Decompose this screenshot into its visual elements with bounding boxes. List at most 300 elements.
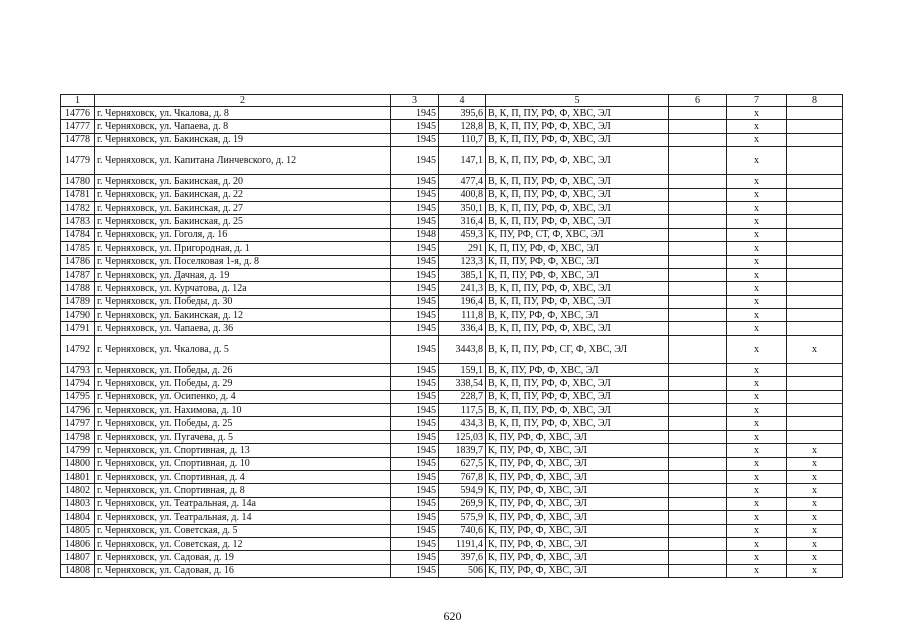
column-6-cell — [669, 551, 727, 564]
column-8-mark: x — [787, 444, 843, 457]
column-8-mark — [787, 322, 843, 335]
record-number: 14791 — [61, 322, 95, 335]
record-number: 14778 — [61, 133, 95, 146]
column-6-cell — [669, 444, 727, 457]
table-row — [61, 497, 843, 510]
area-cell: 316,4 — [439, 215, 486, 228]
record-number: 14787 — [61, 268, 95, 281]
area-cell: 196,4 — [439, 295, 486, 308]
record-number: 14806 — [61, 537, 95, 550]
utilities-cell: К, ПУ, РФ, Ф, ХВС, ЭЛ — [486, 511, 669, 524]
table-row — [61, 404, 843, 417]
year-cell: 1945 — [391, 215, 439, 228]
year-cell: 1948 — [391, 228, 439, 241]
record-number: 14782 — [61, 201, 95, 214]
year-cell: 1945 — [391, 120, 439, 133]
address-cell: г. Черняховск, ул. Победы, д. 29 — [95, 377, 391, 390]
year-cell: 1945 — [391, 404, 439, 417]
column-8-mark: x — [787, 470, 843, 483]
column-7-mark: x — [727, 107, 787, 120]
column-6-cell — [669, 175, 727, 188]
utilities-cell: В, К, П, ПУ, РФ, Ф, ХВС, ЭЛ — [486, 417, 669, 430]
address-cell: г. Черняховск, ул. Победы, д. 25 — [95, 417, 391, 430]
column-header-5: 5 — [486, 95, 669, 107]
utilities-cell: В, К, П, ПУ, РФ, Ф, ХВС, ЭЛ — [486, 133, 669, 146]
column-7-mark: x — [727, 335, 787, 363]
column-8-mark — [787, 295, 843, 308]
column-8-mark — [787, 175, 843, 188]
area-cell: 125,03 — [439, 430, 486, 443]
column-7-mark: x — [727, 188, 787, 201]
address-cell: г. Черняховск, ул. Садовая, д. 19 — [95, 551, 391, 564]
column-8-mark — [787, 228, 843, 241]
column-7-mark: x — [727, 268, 787, 281]
area-cell: 575,9 — [439, 511, 486, 524]
address-cell: г. Черняховск, ул. Бакинская, д. 25 — [95, 215, 391, 228]
table-row — [61, 201, 843, 214]
column-8-mark — [787, 390, 843, 403]
table-row — [61, 228, 843, 241]
year-cell: 1945 — [391, 322, 439, 335]
area-cell: 1839,7 — [439, 444, 486, 457]
record-number: 14781 — [61, 188, 95, 201]
column-header-7: 7 — [727, 95, 787, 107]
address-cell: г. Черняховск, ул. Осипенко, д. 4 — [95, 390, 391, 403]
record-number: 14795 — [61, 390, 95, 403]
column-7-mark: x — [727, 390, 787, 403]
column-7-mark: x — [727, 295, 787, 308]
table-row — [61, 417, 843, 430]
column-7-mark: x — [727, 228, 787, 241]
address-cell: г. Черняховск, ул. Чапаева, д. 36 — [95, 322, 391, 335]
area-cell: 767,8 — [439, 470, 486, 483]
column-6-cell — [669, 201, 727, 214]
address-cell: г. Черняховск, ул. Театральная, д. 14а — [95, 497, 391, 510]
year-cell: 1945 — [391, 309, 439, 322]
column-7-mark: x — [727, 404, 787, 417]
year-cell: 1945 — [391, 335, 439, 363]
address-cell: г. Черняховск, ул. Гоголя, д. 16 — [95, 228, 391, 241]
column-8-mark — [787, 363, 843, 376]
column-7-mark: x — [727, 255, 787, 268]
table-row — [61, 444, 843, 457]
column-6-cell — [669, 335, 727, 363]
column-8-mark: x — [787, 335, 843, 363]
column-6-cell — [669, 309, 727, 322]
column-8-mark — [787, 430, 843, 443]
utilities-cell: В, К, П, ПУ, РФ, Ф, ХВС, ЭЛ — [486, 201, 669, 214]
address-cell: г. Черняховск, ул. Поселковая 1-я, д. 8 — [95, 255, 391, 268]
year-cell: 1945 — [391, 282, 439, 295]
housing-registry-table — [60, 94, 843, 578]
record-number: 14802 — [61, 484, 95, 497]
table-row — [61, 511, 843, 524]
column-6-cell — [669, 470, 727, 483]
record-number: 14789 — [61, 295, 95, 308]
utilities-cell: К, П, ПУ, РФ, Ф, ХВС, ЭЛ — [486, 268, 669, 281]
record-number: 14804 — [61, 511, 95, 524]
area-cell: 291 — [439, 242, 486, 255]
address-cell: г. Черняховск, ул. Чкалова, д. 8 — [95, 107, 391, 120]
column-6-cell — [669, 295, 727, 308]
year-cell: 1945 — [391, 255, 439, 268]
area-cell: 338,54 — [439, 377, 486, 390]
utilities-cell: В, К, П, ПУ, РФ, Ф, ХВС, ЭЛ — [486, 377, 669, 390]
address-cell: г. Черняховск, ул. Бакинская, д. 19 — [95, 133, 391, 146]
column-6-cell — [669, 457, 727, 470]
table-body — [61, 107, 843, 578]
column-7-mark: x — [727, 133, 787, 146]
column-6-cell — [669, 120, 727, 133]
table-row — [61, 470, 843, 483]
year-cell: 1945 — [391, 457, 439, 470]
column-7-mark: x — [727, 322, 787, 335]
area-cell: 159,1 — [439, 363, 486, 376]
address-cell: г. Черняховск, ул. Дачная, д. 19 — [95, 268, 391, 281]
column-6-cell — [669, 282, 727, 295]
utilities-cell: В, К, П, ПУ, РФ, Ф, ХВС, ЭЛ — [486, 390, 669, 403]
column-8-mark — [787, 282, 843, 295]
table-row — [61, 188, 843, 201]
column-6-cell — [669, 390, 727, 403]
utilities-cell: В, К, П, ПУ, РФ, Ф, ХВС, ЭЛ — [486, 175, 669, 188]
utilities-cell: К, ПУ, РФ, Ф, ХВС, ЭЛ — [486, 430, 669, 443]
area-cell: 147,1 — [439, 147, 486, 175]
address-cell: г. Черняховск, ул. Капитана Линчевского, д. 12 — [95, 147, 391, 175]
address-cell: г. Черняховск, ул. Пригородная, д. 1 — [95, 242, 391, 255]
utilities-cell: В, К, П, ПУ, РФ, Ф, ХВС, ЭЛ — [486, 147, 669, 175]
utilities-cell: К, ПУ, РФ, Ф, ХВС, ЭЛ — [486, 564, 669, 577]
table-row — [61, 309, 843, 322]
area-cell: 128,8 — [439, 120, 486, 133]
column-7-mark: x — [727, 309, 787, 322]
column-7-mark: x — [727, 377, 787, 390]
column-7-mark: x — [727, 201, 787, 214]
record-number: 14779 — [61, 147, 95, 175]
utilities-cell: К, ПУ, РФ, СТ, Ф, ХВС, ЭЛ — [486, 228, 669, 241]
utilities-cell: К, ПУ, РФ, Ф, ХВС, ЭЛ — [486, 537, 669, 550]
column-7-mark: x — [727, 215, 787, 228]
column-6-cell — [669, 268, 727, 281]
table-row — [61, 564, 843, 577]
area-cell: 1191,4 — [439, 537, 486, 550]
column-6-cell — [669, 255, 727, 268]
column-7-mark: x — [727, 511, 787, 524]
table-row — [61, 430, 843, 443]
address-cell: г. Черняховск, ул. Спортивная, д. 13 — [95, 444, 391, 457]
header-row — [61, 95, 843, 107]
year-cell: 1945 — [391, 470, 439, 483]
record-number: 14805 — [61, 524, 95, 537]
column-6-cell — [669, 511, 727, 524]
utilities-cell: К, П, ПУ, РФ, Ф, ХВС, ЭЛ — [486, 242, 669, 255]
table-row — [61, 282, 843, 295]
column-8-mark: x — [787, 511, 843, 524]
address-cell: г. Черняховск, ул. Пугачева, д. 5 — [95, 430, 391, 443]
year-cell: 1945 — [391, 417, 439, 430]
record-number: 14799 — [61, 444, 95, 457]
utilities-cell: В, К, П, ПУ, РФ, Ф, ХВС, ЭЛ — [486, 215, 669, 228]
record-number: 14785 — [61, 242, 95, 255]
year-cell: 1945 — [391, 377, 439, 390]
utilities-cell: К, ПУ, РФ, Ф, ХВС, ЭЛ — [486, 524, 669, 537]
column-header-3: 3 — [391, 95, 439, 107]
utilities-cell: К, ПУ, РФ, Ф, ХВС, ЭЛ — [486, 470, 669, 483]
address-cell: г. Черняховск, ул. Спортивная, д. 8 — [95, 484, 391, 497]
year-cell: 1945 — [391, 147, 439, 175]
column-8-mark — [787, 404, 843, 417]
column-6-cell — [669, 564, 727, 577]
column-6-cell — [669, 484, 727, 497]
column-6-cell — [669, 107, 727, 120]
column-header-6: 6 — [669, 95, 727, 107]
column-8-mark — [787, 201, 843, 214]
utilities-cell: К, ПУ, РФ, Ф, ХВС, ЭЛ — [486, 497, 669, 510]
area-cell: 400,8 — [439, 188, 486, 201]
record-number: 14797 — [61, 417, 95, 430]
column-8-mark: x — [787, 564, 843, 577]
column-7-mark: x — [727, 484, 787, 497]
column-8-mark — [787, 255, 843, 268]
area-cell: 627,5 — [439, 457, 486, 470]
column-8-mark — [787, 147, 843, 175]
area-cell: 397,6 — [439, 551, 486, 564]
area-cell: 350,1 — [439, 201, 486, 214]
area-cell: 117,5 — [439, 404, 486, 417]
column-7-mark: x — [727, 282, 787, 295]
year-cell: 1945 — [391, 537, 439, 550]
column-8-mark — [787, 133, 843, 146]
year-cell: 1945 — [391, 444, 439, 457]
area-cell: 269,9 — [439, 497, 486, 510]
column-6-cell — [669, 430, 727, 443]
column-7-mark: x — [727, 537, 787, 550]
utilities-cell: К, ПУ, РФ, Ф, ХВС, ЭЛ — [486, 444, 669, 457]
column-8-mark: x — [787, 497, 843, 510]
column-8-mark: x — [787, 551, 843, 564]
year-cell: 1945 — [391, 133, 439, 146]
record-number: 14777 — [61, 120, 95, 133]
record-number: 14793 — [61, 363, 95, 376]
record-number: 14803 — [61, 497, 95, 510]
column-7-mark: x — [727, 147, 787, 175]
year-cell: 1945 — [391, 201, 439, 214]
year-cell: 1945 — [391, 551, 439, 564]
address-cell: г. Черняховск, ул. Курчатова, д. 12а — [95, 282, 391, 295]
column-6-cell — [669, 417, 727, 430]
table-row — [61, 147, 843, 175]
column-8-mark: x — [787, 524, 843, 537]
address-cell: г. Черняховск, ул. Бакинская, д. 27 — [95, 201, 391, 214]
column-8-mark — [787, 268, 843, 281]
area-cell: 110,7 — [439, 133, 486, 146]
address-cell: г. Черняховск, ул. Театральная, д. 14 — [95, 511, 391, 524]
column-6-cell — [669, 322, 727, 335]
utilities-cell: В, К, ПУ, РФ, Ф, ХВС, ЭЛ — [486, 363, 669, 376]
column-header-8: 8 — [787, 95, 843, 107]
year-cell: 1945 — [391, 107, 439, 120]
record-number: 14786 — [61, 255, 95, 268]
table-row — [61, 295, 843, 308]
address-cell: г. Черняховск, ул. Спортивная, д. 4 — [95, 470, 391, 483]
table-row — [61, 457, 843, 470]
record-number: 14780 — [61, 175, 95, 188]
column-7-mark: x — [727, 175, 787, 188]
record-number: 14792 — [61, 335, 95, 363]
table-row — [61, 133, 843, 146]
address-cell: г. Черняховск, ул. Садовая, д. 16 — [95, 564, 391, 577]
table-row — [61, 175, 843, 188]
area-cell: 434,3 — [439, 417, 486, 430]
year-cell: 1945 — [391, 242, 439, 255]
utilities-cell: В, К, П, ПУ, РФ, Ф, ХВС, ЭЛ — [486, 282, 669, 295]
area-cell: 385,1 — [439, 268, 486, 281]
utilities-cell: В, К, П, ПУ, РФ, Ф, ХВС, ЭЛ — [486, 120, 669, 133]
column-6-cell — [669, 524, 727, 537]
record-number: 14776 — [61, 107, 95, 120]
address-cell: г. Черняховск, ул. Советская, д. 5 — [95, 524, 391, 537]
record-number: 14800 — [61, 457, 95, 470]
year-cell: 1945 — [391, 175, 439, 188]
address-cell: г. Черняховск, ул. Спортивная, д. 10 — [95, 457, 391, 470]
column-6-cell — [669, 497, 727, 510]
utilities-cell: В, К, ПУ, РФ, Ф, ХВС, ЭЛ — [486, 309, 669, 322]
year-cell: 1945 — [391, 484, 439, 497]
column-7-mark: x — [727, 120, 787, 133]
record-number: 14798 — [61, 430, 95, 443]
table-row — [61, 335, 843, 363]
column-8-mark: x — [787, 537, 843, 550]
area-cell: 336,4 — [439, 322, 486, 335]
column-8-mark — [787, 215, 843, 228]
year-cell: 1945 — [391, 497, 439, 510]
column-8-mark — [787, 107, 843, 120]
utilities-cell: В, К, П, ПУ, РФ, Ф, ХВС, ЭЛ — [486, 404, 669, 417]
year-cell: 1945 — [391, 564, 439, 577]
address-cell: г. Черняховск, ул. Нахимова, д. 10 — [95, 404, 391, 417]
column-7-mark: x — [727, 430, 787, 443]
utilities-cell: В, К, П, ПУ, РФ, Ф, ХВС, ЭЛ — [486, 107, 669, 120]
table-row — [61, 537, 843, 550]
area-cell: 123,3 — [439, 255, 486, 268]
column-7-mark: x — [727, 497, 787, 510]
year-cell: 1945 — [391, 188, 439, 201]
area-cell: 477,4 — [439, 175, 486, 188]
area-cell: 740,6 — [439, 524, 486, 537]
record-number: 14788 — [61, 282, 95, 295]
table-row — [61, 255, 843, 268]
table-row — [61, 377, 843, 390]
table-row — [61, 120, 843, 133]
column-7-mark: x — [727, 524, 787, 537]
year-cell: 1945 — [391, 430, 439, 443]
column-7-mark: x — [727, 363, 787, 376]
column-6-cell — [669, 188, 727, 201]
address-cell: г. Черняховск, ул. Победы, д. 30 — [95, 295, 391, 308]
year-cell: 1945 — [391, 524, 439, 537]
year-cell: 1945 — [391, 363, 439, 376]
column-7-mark: x — [727, 242, 787, 255]
column-8-mark — [787, 188, 843, 201]
table-row — [61, 242, 843, 255]
record-number: 14790 — [61, 309, 95, 322]
table-row — [61, 107, 843, 120]
utilities-cell: В, К, П, ПУ, РФ, Ф, ХВС, ЭЛ — [486, 188, 669, 201]
address-cell: г. Черняховск, ул. Бакинская, д. 22 — [95, 188, 391, 201]
table-row — [61, 390, 843, 403]
table-row — [61, 551, 843, 564]
address-cell: г. Черняховск, ул. Советская, д. 12 — [95, 537, 391, 550]
column-7-mark: x — [727, 444, 787, 457]
table-row — [61, 484, 843, 497]
utilities-cell: В, К, П, ПУ, РФ, Ф, ХВС, ЭЛ — [486, 295, 669, 308]
column-header-4: 4 — [439, 95, 486, 107]
address-cell: г. Черняховск, ул. Чапаева, д. 8 — [95, 120, 391, 133]
area-cell: 241,3 — [439, 282, 486, 295]
column-header-2: 2 — [95, 95, 391, 107]
table-row — [61, 215, 843, 228]
column-6-cell — [669, 147, 727, 175]
column-6-cell — [669, 363, 727, 376]
address-cell: г. Черняховск, ул. Бакинская, д. 12 — [95, 309, 391, 322]
area-cell: 506 — [439, 564, 486, 577]
column-7-mark: x — [727, 564, 787, 577]
page-number: 620 — [443, 609, 462, 623]
record-number: 14796 — [61, 404, 95, 417]
utilities-cell: К, ПУ, РФ, Ф, ХВС, ЭЛ — [486, 551, 669, 564]
column-6-cell — [669, 133, 727, 146]
year-cell: 1945 — [391, 511, 439, 524]
utilities-cell: В, К, П, ПУ, РФ, СГ, Ф, ХВС, ЭЛ — [486, 335, 669, 363]
year-cell: 1945 — [391, 268, 439, 281]
column-6-cell — [669, 242, 727, 255]
column-header-1: 1 — [61, 95, 95, 107]
area-cell: 594,9 — [439, 484, 486, 497]
area-cell: 395,6 — [439, 107, 486, 120]
address-cell: г. Черняховск, ул. Чкалова, д. 5 — [95, 335, 391, 363]
record-number: 14808 — [61, 564, 95, 577]
utilities-cell: К, ПУ, РФ, Ф, ХВС, ЭЛ — [486, 457, 669, 470]
record-number: 14807 — [61, 551, 95, 564]
record-number: 14784 — [61, 228, 95, 241]
column-6-cell — [669, 404, 727, 417]
column-6-cell — [669, 377, 727, 390]
column-8-mark: x — [787, 484, 843, 497]
utilities-cell: В, К, П, ПУ, РФ, Ф, ХВС, ЭЛ — [486, 322, 669, 335]
record-number: 14801 — [61, 470, 95, 483]
area-cell: 3443,8 — [439, 335, 486, 363]
area-cell: 459,3 — [439, 228, 486, 241]
table-row — [61, 268, 843, 281]
column-6-cell — [669, 537, 727, 550]
column-7-mark: x — [727, 417, 787, 430]
year-cell: 1945 — [391, 295, 439, 308]
column-8-mark — [787, 417, 843, 430]
address-cell: г. Черняховск, ул. Победы, д. 26 — [95, 363, 391, 376]
utilities-cell: К, ПУ, РФ, Ф, ХВС, ЭЛ — [486, 484, 669, 497]
table-row — [61, 524, 843, 537]
column-8-mark — [787, 120, 843, 133]
column-7-mark: x — [727, 470, 787, 483]
utilities-cell: К, П, ПУ, РФ, Ф, ХВС, ЭЛ — [486, 255, 669, 268]
record-number: 14794 — [61, 377, 95, 390]
address-cell: г. Черняховск, ул. Бакинская, д. 20 — [95, 175, 391, 188]
year-cell: 1945 — [391, 390, 439, 403]
column-6-cell — [669, 228, 727, 241]
column-8-mark: x — [787, 457, 843, 470]
column-7-mark: x — [727, 551, 787, 564]
column-8-mark — [787, 242, 843, 255]
